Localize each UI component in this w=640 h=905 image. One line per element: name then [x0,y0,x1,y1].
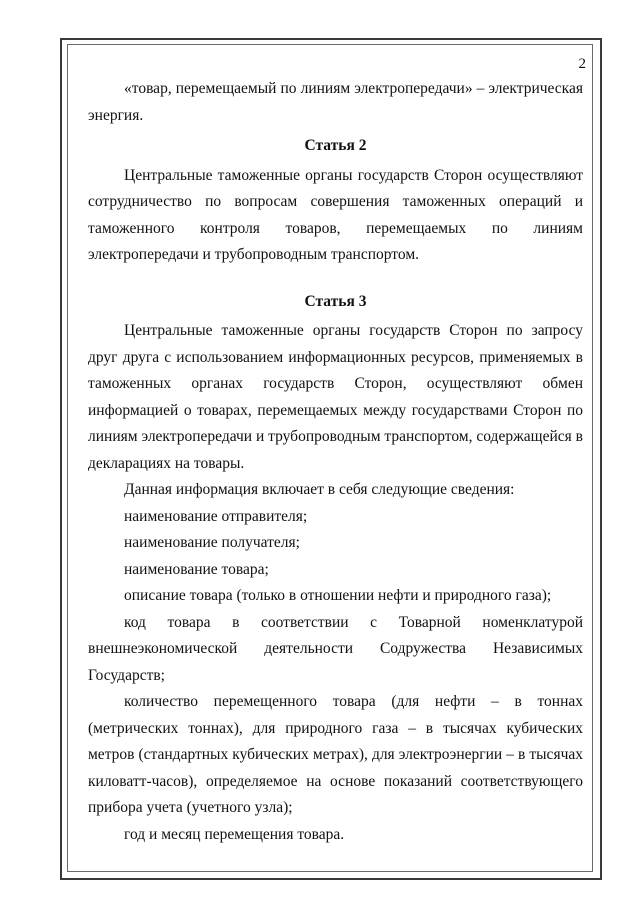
list-item: наименование отправителя; [124,507,308,525]
intro-paragraph: «товар, перемещаемый по линиям электропередачи» – электрическая энергия. [88,80,583,124]
article-3-heading: Статья 3 [304,292,367,310]
article-3-paragraph-1: Центральные таможенные органы государств Сторон по запросу друг друга с использованием информационных ресурсов, применяемых в таможенных органах государств Сторон, осуществляют обмен информацией о товарах, перемещаемых между государствами Сторон по линиям электропередачи и трубопроводным транспортом, содержащейся в декларациях на товары. [88,322,583,472]
list-item: наименование получателя; [124,534,300,551]
article-2-paragraph: Центральные таможенные органы государств Сторон осуществляют сотрудничество по вопросам совершения таможенных операций и таможенного контроля товаров, перемещаемых по линиям электропередачи и трубопроводным транспортом. [88,166,583,263]
page-number: 2 [578,56,586,72]
document-body [88,76,583,848]
list-item: описание товара (только в отношении нефти и природного газа); [124,587,552,604]
list-item: количество перемещенного товара (для нефти – в тоннах (метрических тоннах), для природного газа – в тысячах кубических метров (стандартных кубических метрах), для электроэнергии – в тысячах киловатт-часов), определяемое на основе показаний соответствующего прибора учета (учетного узла); [88,693,583,816]
list-item: код товара в соответствии с Товарной номенклатурой внешнеэкономической деятельности Содружества Независимых Государств; [88,613,583,684]
article-3-paragraph-2: Данная информация включает в себя следующие сведения: [124,481,515,498]
list-item: наименование товара; [124,560,269,578]
article-2-heading: Статья 2 [304,137,367,154]
list-item: год и месяц перемещения товара. [124,825,345,843]
